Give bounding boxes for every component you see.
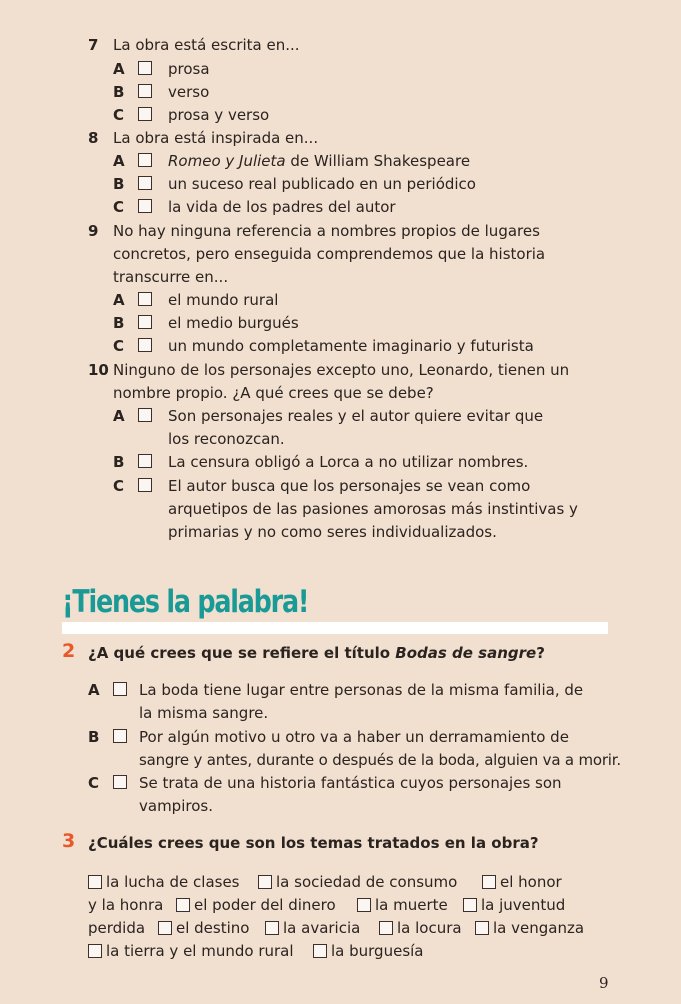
question-text-line: No hay ninguna referencia a nombres propios de lugares — [113, 222, 540, 240]
option-text-line: los reconozcan. — [168, 430, 285, 448]
option-letter: A — [88, 681, 100, 699]
checkbox[interactable] — [88, 944, 102, 958]
heading-rule — [62, 622, 608, 634]
checkbox[interactable] — [138, 408, 152, 422]
theme-label: el destino — [176, 919, 250, 937]
checkbox[interactable] — [138, 292, 152, 306]
theme-label: la tierra y el mundo rural — [106, 942, 294, 960]
theme-label: la locura — [397, 919, 462, 937]
option-letter: C — [113, 106, 125, 124]
theme-label: perdida — [88, 919, 146, 937]
theme-label: la burguesía — [331, 942, 424, 960]
option-text-line: la misma sangre. — [139, 704, 269, 722]
checkbox[interactable] — [138, 478, 152, 492]
checkbox[interactable] — [113, 682, 127, 696]
theme-item — [265, 917, 360, 940]
checkbox[interactable] — [138, 153, 152, 167]
theme-item-continuation — [88, 894, 163, 917]
question-text-line: Ninguno de los personajes excepto uno, Leonardo, tienen un — [113, 361, 570, 379]
option-letter: A — [113, 407, 125, 425]
work-title: Romeo y Julieta — [168, 152, 286, 170]
option-text: prosa y verso — [168, 106, 270, 124]
theme-item — [379, 917, 462, 940]
option-letter: B — [88, 728, 100, 746]
question-text-line: transcurre en... — [113, 268, 229, 286]
checkbox[interactable] — [313, 944, 327, 958]
checkbox[interactable] — [138, 315, 152, 329]
checkbox[interactable] — [113, 775, 127, 789]
question-text-line: nombre propio. ¿A qué crees que se debe? — [113, 384, 434, 402]
option-letter: A — [113, 152, 125, 170]
theme-label: la avaricia — [283, 919, 361, 937]
option-text-line: arquetipos de las pasiones amorosas más instintivas y — [168, 500, 578, 518]
activity-number: 2 — [62, 640, 76, 662]
section-heading: ¡Tienes la palabra! — [62, 584, 309, 620]
option-text — [168, 150, 470, 173]
checkbox[interactable] — [176, 898, 190, 912]
theme-label: la sociedad de consumo — [276, 873, 458, 891]
option-text-line: sangre y antes, durante o después de la boda, alguien va a morir. — [139, 751, 621, 769]
option-text: prosa — [168, 60, 210, 78]
option-letter: B — [113, 453, 125, 471]
option-letter: B — [113, 314, 125, 332]
checkbox[interactable] — [258, 875, 272, 889]
theme-label: la lucha de clases — [106, 873, 240, 891]
checkbox[interactable] — [463, 898, 477, 912]
checkbox[interactable] — [379, 921, 393, 935]
theme-label: la muerte — [375, 896, 448, 914]
question-number: 10 — [88, 361, 109, 379]
checkbox[interactable] — [475, 921, 489, 935]
theme-item — [158, 917, 249, 940]
question-number: 9 — [88, 222, 99, 240]
activity-number: 3 — [62, 830, 76, 852]
theme-item — [463, 894, 565, 917]
option-letter: B — [113, 83, 125, 101]
theme-item — [475, 917, 584, 940]
option-text-line: Son personajes reales y el autor quiere evitar que — [168, 407, 544, 425]
checkbox[interactable] — [158, 921, 172, 935]
theme-item — [88, 940, 294, 963]
activity-title — [88, 644, 545, 662]
option-text: la vida de los padres del autor — [168, 198, 396, 216]
checkbox[interactable] — [138, 61, 152, 75]
question-text: La obra está inspirada en... — [113, 129, 319, 147]
option-text: un mundo completamente imaginario y futurista — [168, 337, 534, 355]
option-letter: A — [113, 291, 125, 309]
theme-item — [313, 940, 424, 963]
theme-label: el poder del dinero — [194, 896, 336, 914]
option-letter: C — [113, 198, 125, 216]
theme-label: la venganza — [493, 919, 585, 937]
theme-item — [176, 894, 336, 917]
title-text: ? — [536, 644, 545, 662]
checkbox[interactable] — [357, 898, 371, 912]
option-text-rest: de William Shakespeare — [285, 152, 471, 170]
title-text: ¿A qué crees que se refiere el título — [88, 644, 396, 662]
option-text: verso — [168, 83, 210, 101]
option-letter: C — [113, 477, 125, 495]
checkbox[interactable] — [138, 84, 152, 98]
page-number: 9 — [599, 974, 609, 992]
option-text: el medio burgués — [168, 314, 299, 332]
option-text-line: Se trata de una historia fantástica cuyos personajes son — [139, 774, 562, 792]
activity-title: ¿Cuáles crees que son los temas tratados en la obra? — [88, 834, 539, 852]
option-text-line: Por algún motivo u otro va a haber un derramamiento de — [139, 728, 569, 746]
checkbox[interactable] — [138, 454, 152, 468]
option-letter: C — [88, 774, 100, 792]
checkbox[interactable] — [138, 199, 152, 213]
work-title: Bodas de sangre — [395, 644, 537, 662]
checkbox[interactable] — [113, 729, 127, 743]
checkbox[interactable] — [138, 107, 152, 121]
theme-item — [88, 871, 240, 894]
theme-label: el honor — [500, 873, 562, 891]
option-text-line: La censura obligó a Lorca a no utilizar nombres. — [168, 453, 529, 471]
checkbox[interactable] — [88, 875, 102, 889]
option-text-line: La boda tiene lugar entre personas de la misma familia, de — [139, 681, 584, 699]
question-text-line: concretos, pero enseguida comprendemos que la historia — [113, 245, 546, 263]
option-letter: C — [113, 337, 125, 355]
option-text-line: vampiros. — [139, 797, 213, 815]
theme-item-continuation — [88, 917, 145, 940]
question-number: 7 — [88, 36, 99, 54]
checkbox[interactable] — [138, 176, 152, 190]
checkbox[interactable] — [482, 875, 496, 889]
question-number: 8 — [88, 129, 99, 147]
theme-item — [357, 894, 448, 917]
theme-label: la juventud — [481, 896, 566, 914]
option-text-line: El autor busca que los personajes se vean como — [168, 477, 531, 495]
option-text-line: primarias y no como seres individualizados. — [168, 523, 497, 541]
checkbox[interactable] — [265, 921, 279, 935]
option-letter: A — [113, 60, 125, 78]
checkbox[interactable] — [138, 338, 152, 352]
theme-item — [258, 871, 457, 894]
theme-label: y la honra — [88, 896, 164, 914]
option-letter: B — [113, 175, 125, 193]
question-text: La obra está escrita en... — [113, 36, 300, 54]
option-text: un suceso real publicado en un periódico — [168, 175, 476, 193]
theme-item — [482, 871, 562, 894]
option-text: el mundo rural — [168, 291, 279, 309]
